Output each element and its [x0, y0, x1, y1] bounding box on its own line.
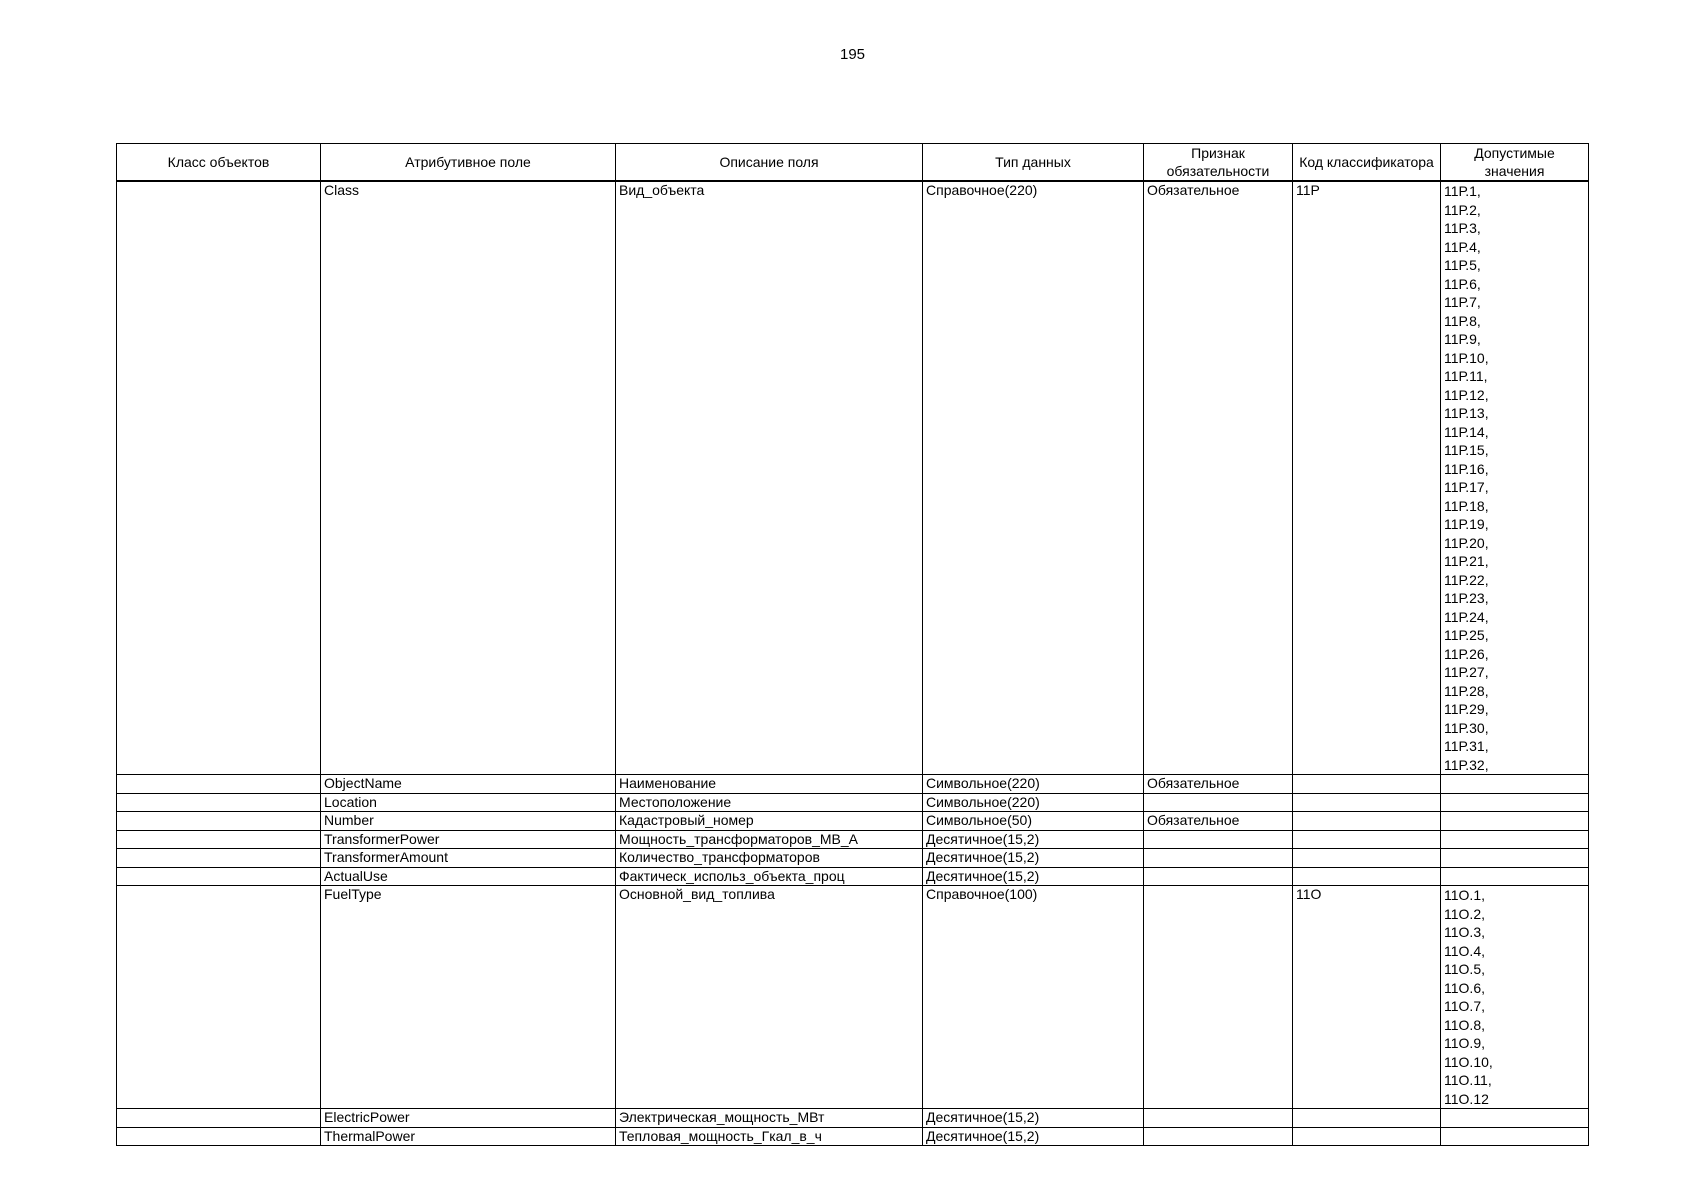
- allowed-value: 11О.9,: [1444, 1035, 1485, 1051]
- allowed-value: 11О.6,: [1444, 979, 1485, 996]
- cell-classifier-code: [1293, 867, 1441, 886]
- cell-class: [117, 181, 321, 775]
- allowed-value: 11Р.9,: [1444, 331, 1481, 347]
- allowed-value: 11О.11,: [1444, 1072, 1492, 1088]
- allowed-value: 11Р.10,: [1444, 349, 1489, 366]
- cell-data-type: Десятичное(15,2): [923, 849, 1144, 868]
- cell-classifier-code: 11Р: [1293, 181, 1441, 775]
- cell-class: [117, 886, 321, 1109]
- cell-allowed-values: [1441, 1109, 1589, 1128]
- cell-class: [117, 1109, 321, 1128]
- cell-mandatory: Обязательное: [1144, 181, 1293, 775]
- cell-mandatory: Обязательное: [1144, 775, 1293, 794]
- cell-description: Мощность_трансформаторов_МВ_А: [616, 830, 923, 849]
- allowed-value: 11Р.15,: [1444, 442, 1489, 458]
- header-field: Атрибутивное поле: [321, 144, 616, 182]
- page-number: 195: [839, 46, 866, 63]
- cell-allowed-values: [1441, 181, 1589, 775]
- allowed-value: 11Р.28,: [1444, 682, 1489, 699]
- allowed-value: 11Р.29,: [1444, 701, 1489, 717]
- allowed-value: 11Р.17,: [1444, 479, 1489, 495]
- allowed-value: 11Р.4,: [1444, 238, 1481, 255]
- cell-field: Class: [321, 181, 616, 775]
- table-row: [117, 181, 1589, 775]
- cell-classifier-code: [1293, 1127, 1441, 1146]
- cell-allowed-values: [1441, 886, 1589, 1109]
- allowed-value: 11Р.11,: [1444, 368, 1488, 384]
- cell-data-type: Десятичное(15,2): [923, 1127, 1144, 1146]
- allowed-value: 11Р.16,: [1444, 460, 1489, 477]
- cell-data-type: Десятичное(15,2): [923, 830, 1144, 849]
- attribute-table: [116, 143, 1589, 1146]
- cell-allowed-values: [1441, 812, 1589, 831]
- allowed-value: 11Р.8,: [1444, 312, 1481, 329]
- allowed-value: 11Р.3,: [1444, 220, 1481, 236]
- cell-field: Number: [321, 812, 616, 831]
- cell-data-type: Десятичное(15,2): [923, 1109, 1144, 1128]
- cell-allowed-values: [1441, 1127, 1589, 1146]
- cell-mandatory: [1144, 1127, 1293, 1146]
- table-row: [117, 1109, 1589, 1128]
- cell-field: TransformerAmount: [321, 849, 616, 868]
- cell-data-type: Символьное(220): [923, 775, 1144, 794]
- cell-mandatory: [1144, 867, 1293, 886]
- cell-mandatory: [1144, 849, 1293, 868]
- cell-field: TransformerPower: [321, 830, 616, 849]
- cell-class: [117, 793, 321, 812]
- cell-class: [117, 867, 321, 886]
- cell-classifier-code: [1293, 793, 1441, 812]
- cell-field: ActualUse: [321, 867, 616, 886]
- cell-data-type: Десятичное(15,2): [923, 867, 1144, 886]
- cell-description: Основной_вид_топлива: [616, 886, 923, 1109]
- cell-allowed-values: [1441, 830, 1589, 849]
- cell-class: [117, 830, 321, 849]
- allowed-value: 11О.4,: [1444, 942, 1485, 959]
- cell-mandatory: Обязательное: [1144, 812, 1293, 831]
- cell-classifier-code: 11О: [1293, 886, 1441, 1109]
- allowed-value: 11Р.6,: [1444, 275, 1481, 292]
- cell-data-type: Символьное(50): [923, 812, 1144, 831]
- header-data-type: Тип данных: [923, 144, 1144, 182]
- allowed-value: 11О.3,: [1444, 924, 1485, 940]
- cell-field: ObjectName: [321, 775, 616, 794]
- allowed-value: 11О.10,: [1444, 1053, 1493, 1070]
- cell-allowed-values: [1441, 867, 1589, 886]
- cell-classifier-code: [1293, 775, 1441, 794]
- allowed-value: 11Р.24,: [1444, 608, 1489, 625]
- cell-description: Количество_трансформаторов: [616, 849, 923, 868]
- cell-description: Местоположение: [616, 793, 923, 812]
- table-body: [117, 181, 1589, 1146]
- allowed-value: 11Р.20,: [1444, 534, 1489, 551]
- allowed-value: 11О.1,: [1444, 887, 1485, 903]
- cell-mandatory: [1144, 793, 1293, 812]
- header-row: [117, 144, 1589, 182]
- cell-mandatory: [1144, 1109, 1293, 1128]
- allowed-value: 11Р.14,: [1444, 423, 1489, 440]
- cell-field: ElectricPower: [321, 1109, 616, 1128]
- allowed-value: 11Р.1,: [1444, 183, 1481, 199]
- cell-field: Location: [321, 793, 616, 812]
- allowed-value: 11О.12: [1444, 1090, 1489, 1107]
- allowed-value: 11Р.32,: [1444, 756, 1489, 773]
- allowed-value: 11Р.23,: [1444, 590, 1489, 606]
- cell-description: Электрическая_мощность_МВт: [616, 1109, 923, 1128]
- header-allowed-values: Допустимые значения: [1441, 144, 1589, 182]
- table-row: [117, 886, 1589, 1109]
- cell-description: Наименование: [616, 775, 923, 794]
- allowed-value: 11О.2,: [1444, 905, 1485, 922]
- table-row: [117, 849, 1589, 868]
- cell-field: FuelType: [321, 886, 616, 1109]
- table-row: [117, 830, 1589, 849]
- cell-mandatory: [1144, 886, 1293, 1109]
- allowed-value: 11О.8,: [1444, 1016, 1485, 1033]
- cell-description: Тепловая_мощность_Гкал_в_ч: [616, 1127, 923, 1146]
- cell-description: Кадастровый_номер: [616, 812, 923, 831]
- cell-class: [117, 1127, 321, 1146]
- allowed-value: 11О.7,: [1444, 998, 1485, 1014]
- allowed-value: 11Р.31,: [1444, 738, 1489, 754]
- allowed-value: 11О.5,: [1444, 961, 1485, 977]
- cell-allowed-values: [1441, 793, 1589, 812]
- allowed-value: 11Р.21,: [1444, 553, 1489, 569]
- allowed-value: 11Р.2,: [1444, 201, 1481, 218]
- allowed-value: 11Р.22,: [1444, 571, 1489, 588]
- allowed-value: 11Р.12,: [1444, 386, 1489, 403]
- allowed-value: 11Р.19,: [1444, 516, 1489, 532]
- cell-classifier-code: [1293, 812, 1441, 831]
- table-row: [117, 812, 1589, 831]
- cell-classifier-code: [1293, 1109, 1441, 1128]
- allowed-value: 11Р.5,: [1444, 257, 1481, 273]
- allowed-value: 11Р.27,: [1444, 664, 1489, 680]
- cell-class: [117, 812, 321, 831]
- header-classifier-code: Код классификатора: [1293, 144, 1441, 182]
- cell-data-type: Справочное(220): [923, 181, 1144, 775]
- allowed-value: 11Р.30,: [1444, 719, 1489, 736]
- allowed-value: 11Р.18,: [1444, 497, 1489, 514]
- allowed-value: 11Р.26,: [1444, 645, 1489, 662]
- cell-data-type: Справочное(100): [923, 886, 1144, 1109]
- table-row: [117, 793, 1589, 812]
- table-row: [117, 1127, 1589, 1146]
- cell-allowed-values: [1441, 849, 1589, 868]
- cell-classifier-code: [1293, 849, 1441, 868]
- allowed-value: 11Р.25,: [1444, 627, 1489, 643]
- table-row: [117, 867, 1589, 886]
- header-class: Класс объектов: [117, 144, 321, 182]
- allowed-value: 11Р.7,: [1444, 294, 1481, 310]
- cell-classifier-code: [1293, 830, 1441, 849]
- cell-field: ThermalPower: [321, 1127, 616, 1146]
- table-row: [117, 775, 1589, 794]
- header-description: Описание поля: [616, 144, 923, 182]
- cell-description: Фактическ_использ_объекта_проц: [616, 867, 923, 886]
- cell-description: Вид_объекта: [616, 181, 923, 775]
- cell-allowed-values: [1441, 775, 1589, 794]
- cell-class: [117, 775, 321, 794]
- header-mandatory: Признак обязательности: [1144, 144, 1293, 182]
- cell-mandatory: [1144, 830, 1293, 849]
- cell-data-type: Символьное(220): [923, 793, 1144, 812]
- cell-class: [117, 849, 321, 868]
- allowed-value: 11Р.13,: [1444, 405, 1489, 421]
